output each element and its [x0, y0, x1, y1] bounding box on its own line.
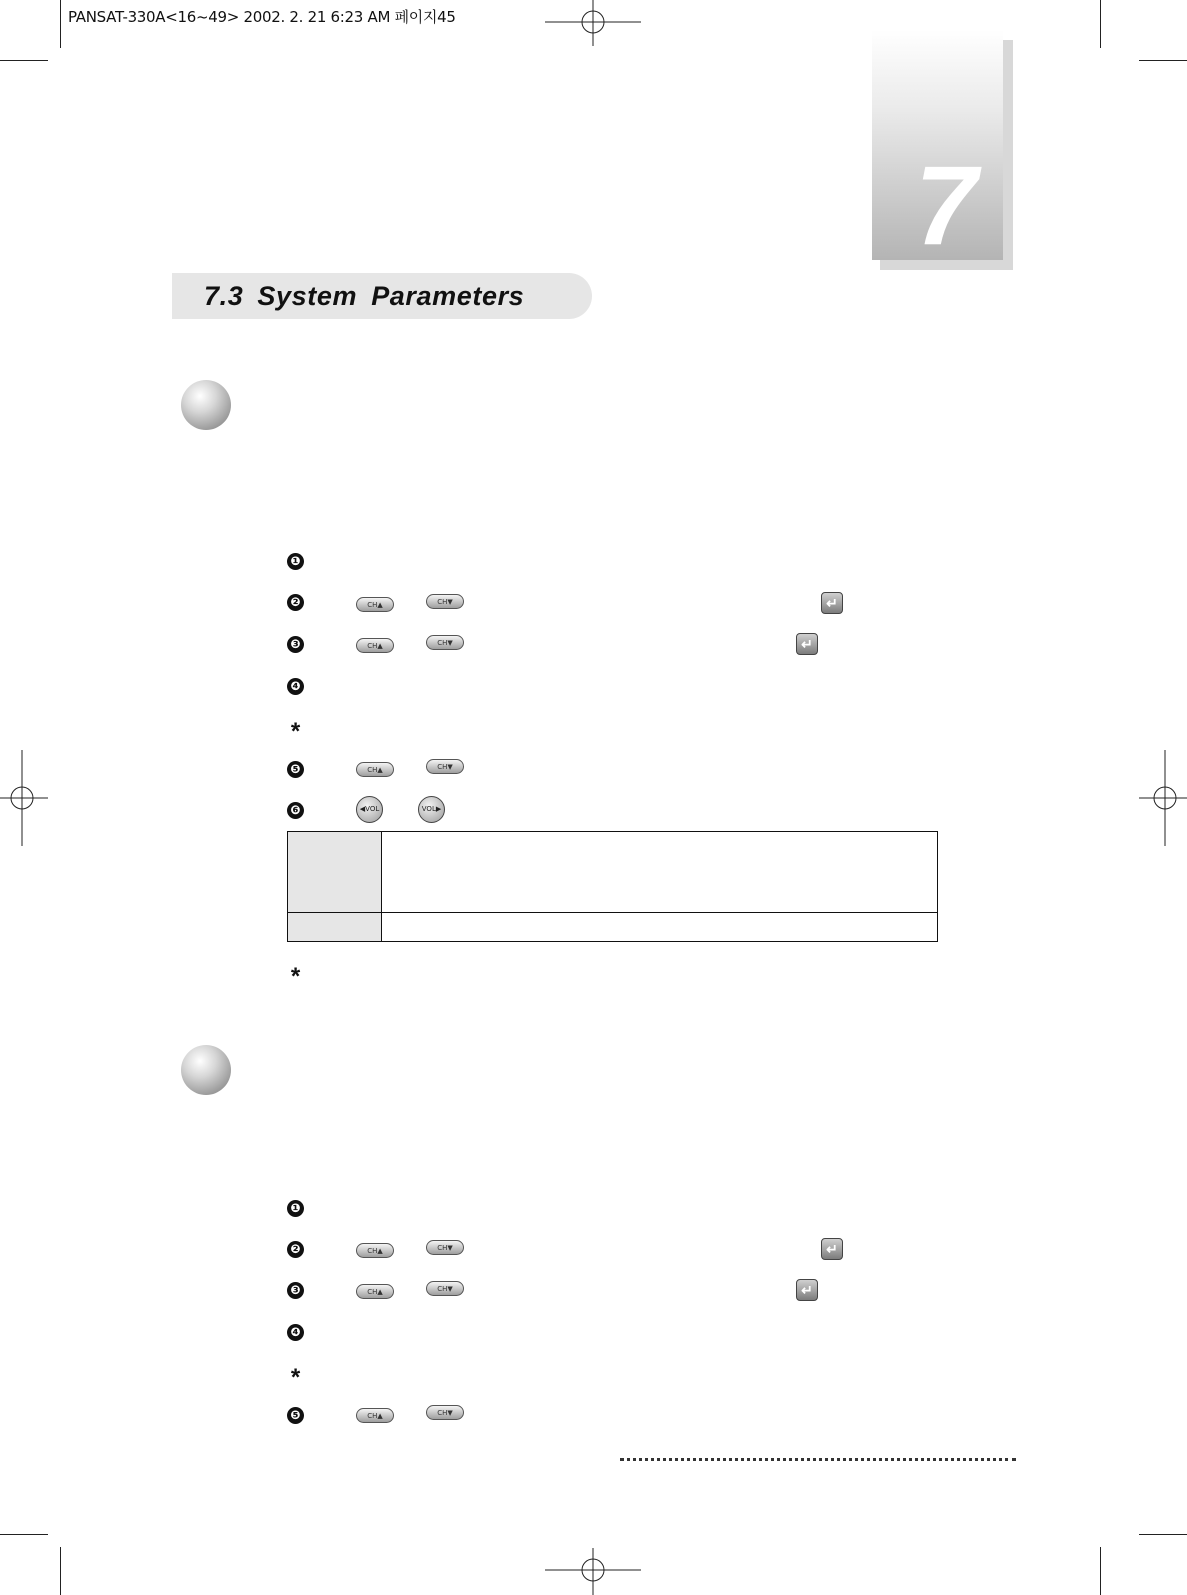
chapter-number: 7 [915, 143, 978, 268]
crop-mark [0, 60, 48, 61]
crop-mark [1139, 60, 1187, 61]
print-header: PANSAT-330A<16~49> 2002. 2. 21 6:23 AM 페이지45 [68, 8, 456, 26]
note-asterisk: * [290, 963, 301, 990]
note-asterisk: * [290, 1364, 301, 1391]
registration-mark-icon [1139, 750, 1187, 846]
ch-down-button-icon: CH▼ [426, 594, 464, 609]
ch-down-button-icon: CH▼ [426, 1281, 464, 1296]
parameter-table [287, 831, 938, 942]
step-marker: ❻ [287, 802, 304, 819]
enter-button-icon: ↵ [796, 633, 818, 655]
step-marker: ❺ [287, 1407, 304, 1424]
crop-mark [0, 1534, 48, 1535]
footer-dotted-rule [620, 1458, 1016, 1461]
note-asterisk: * [290, 718, 301, 745]
vol-left-button-icon: ◀VOL [356, 796, 383, 823]
table-divider [288, 912, 937, 913]
crop-mark [60, 1547, 61, 1595]
ch-up-button-icon: CH▲ [356, 1243, 394, 1258]
vol-right-button-icon: VOL▶ [418, 796, 445, 823]
step-marker: ❸ [287, 1282, 304, 1299]
step-marker: ❹ [287, 678, 304, 695]
crop-mark [1139, 1534, 1187, 1535]
section-title: 7.3 System Parameters [204, 281, 525, 311]
crop-mark [1100, 0, 1101, 48]
enter-button-icon: ↵ [821, 592, 843, 614]
enter-button-icon: ↵ [821, 1238, 843, 1260]
ch-down-button-icon: CH▼ [426, 1405, 464, 1420]
registration-mark-icon [545, 1548, 641, 1595]
crop-mark [1100, 1547, 1101, 1595]
crop-mark [60, 0, 61, 48]
enter-button-icon: ↵ [796, 1279, 818, 1301]
ch-up-button-icon: CH▲ [356, 597, 394, 612]
ch-up-button-icon: CH▲ [356, 638, 394, 653]
step-marker: ❷ [287, 1241, 304, 1258]
section-bullet-sphere-icon [181, 1045, 231, 1095]
ch-up-button-icon: CH▲ [356, 1284, 394, 1299]
step-marker: ❺ [287, 761, 304, 778]
step-marker: ❶ [287, 1200, 304, 1217]
ch-up-button-icon: CH▲ [356, 1408, 394, 1423]
ch-down-button-icon: CH▼ [426, 635, 464, 650]
ch-down-button-icon: CH▼ [426, 759, 464, 774]
table-row-header [288, 913, 382, 941]
table-row-header [288, 832, 382, 913]
step-marker: ❸ [287, 636, 304, 653]
step-marker: ❷ [287, 594, 304, 611]
step-marker: ❶ [287, 553, 304, 570]
registration-mark-icon [0, 750, 48, 846]
ch-up-button-icon: CH▲ [356, 762, 394, 777]
step-marker: ❹ [287, 1324, 304, 1341]
ch-down-button-icon: CH▼ [426, 1240, 464, 1255]
registration-mark-icon [545, 0, 641, 48]
section-bullet-sphere-icon [181, 380, 231, 430]
